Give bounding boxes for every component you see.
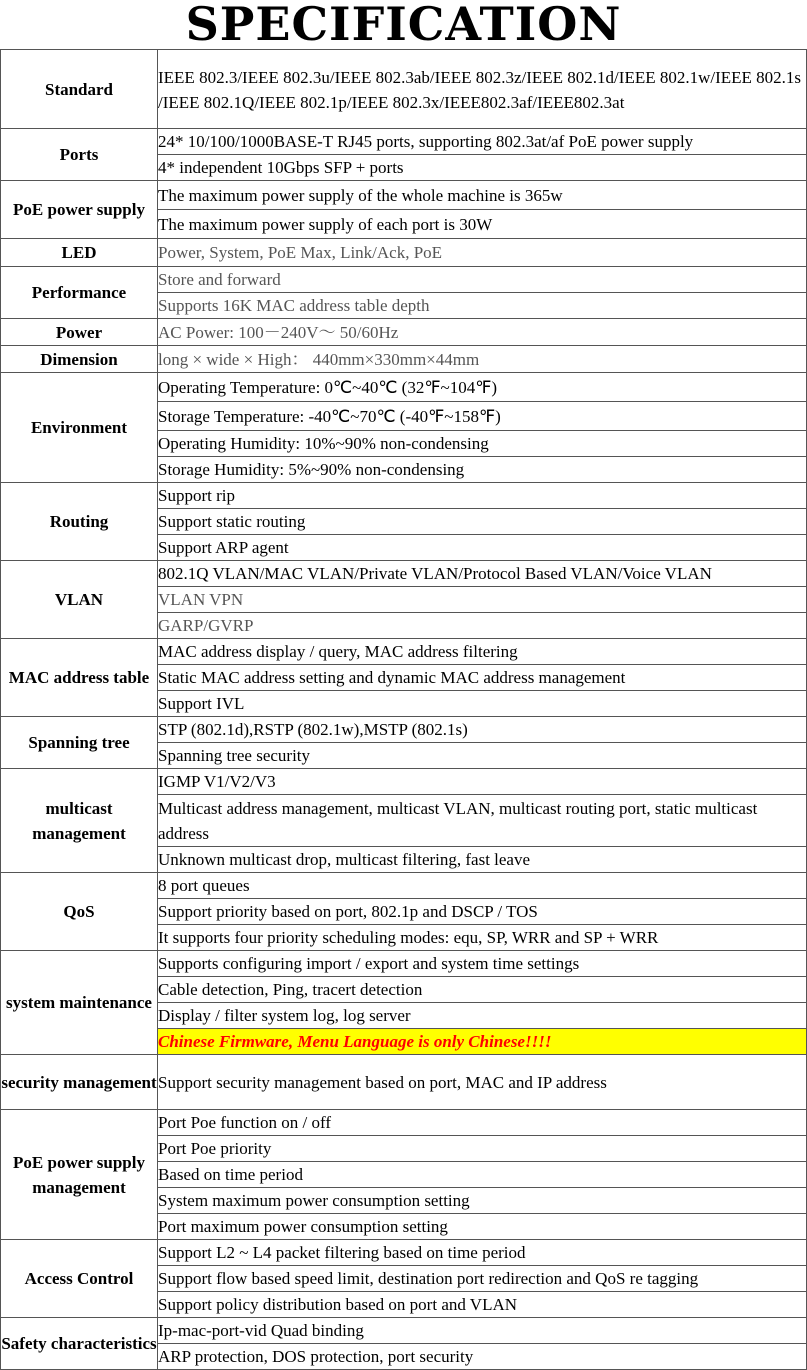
category-label: Access Control [1,1240,158,1318]
spec-value: Port Poe function on / off [158,1110,807,1136]
spec-value: 802.1Q VLAN/MAC VLAN/Private VLAN/Protocol Based VLAN/Voice VLAN [158,561,807,587]
category-label: Power [1,319,158,346]
category-label: system maintenance [1,951,158,1055]
category-label: QoS [1,873,158,951]
page-title: SPECIFICATION [185,0,622,51]
spec-value: Support static routing [158,509,807,535]
spec-value: VLAN VPN [158,587,807,613]
category-label: MAC address table [1,639,158,717]
spec-value: The maximum power supply of each port is 30W [158,210,807,239]
spec-value: Power, System, PoE Max, Link/Ack, PoE [158,239,807,267]
spec-value: The maximum power supply of the whole machine is 365w [158,181,807,210]
spec-value: Multicast address management, multicast VLAN, multicast routing port, static multicast address [158,795,807,847]
spec-value: System maximum power consumption setting [158,1188,807,1214]
spec-value: Support L2 ~ L4 packet filtering based on time period [158,1240,807,1266]
spec-value: Store and forward [158,267,807,293]
category-label: Standard [1,50,158,129]
spec-value: Supports configuring import / export and system time settings [158,951,807,977]
spec-value: Support priority based on port, 802.1p and DSCP / TOS [158,899,807,925]
spec-row [1,129,807,155]
category-label: Routing [1,483,158,561]
category-label: VLAN [1,561,158,639]
category-label: Dimension [1,346,158,373]
spec-value: 24* 10/100/1000BASE-T RJ45 ports, supporting 802.3at/af PoE power supply [158,129,807,155]
spec-value: Storage Humidity: 5%~90% non-condensing [158,457,807,483]
spec-value: Spanning tree security [158,743,807,769]
spec-value: 4* independent 10Gbps SFP + ports [158,155,807,181]
spec-value: Port maximum power consumption setting [158,1214,807,1240]
spec-value: ARP protection, DOS protection, port security [158,1344,807,1370]
spec-value: Storage Temperature: -40℃~70℃ (-40℉~158℉) [158,402,807,431]
firmware-warning: Chinese Firmware, Menu Language is only Chinese!!!! [158,1029,807,1055]
category-label: security management [1,1055,158,1110]
spec-value: 8 port queues [158,873,807,899]
category-label: Ports [1,129,158,181]
spec-value: Support rip [158,483,807,509]
spec-value: Support IVL [158,691,807,717]
spec-value: IGMP V1/V2/V3 [158,769,807,795]
category-label: PoE power supply management [1,1110,158,1240]
spec-value: Display / filter system log, log server [158,1003,807,1029]
spec-value: AC Power: 100－240V～ 50/60Hz [158,319,807,346]
spec-value: Ip-mac-port-vid Quad binding [158,1318,807,1344]
spec-value: Port Poe priority [158,1136,807,1162]
spec-row [1,50,807,129]
spec-value: long × wide × High： 440mm×330mm×44mm [158,346,807,373]
category-label: PoE power supply [1,181,158,239]
category-label: Spanning tree [1,717,158,769]
spec-value: Support security management based on port, MAC and IP address [158,1055,807,1110]
category-label: LED [1,239,158,267]
spec-value: Cable detection, Ping, tracert detection [158,977,807,1003]
spec-value: GARP/GVRP [158,613,807,639]
spec-table [0,49,807,1370]
spec-value: IEEE 802.3/IEEE 802.3u/IEEE 802.3ab/IEEE 802.3z/IEEE 802.1d/IEEE 802.1w/IEEE 802.1s /IEEE 802.1Q/IEEE 802.1p/IEEE 802.3x/IEEE802.3af/IEEE802.3at [158,50,807,129]
spec-value: Support ARP agent [158,535,807,561]
spec-value: Supports 16K MAC address table depth [158,293,807,319]
spec-value: Operating Humidity: 10%~90% non-condensing [158,431,807,457]
spec-value: Operating Temperature: 0℃~40℃ (32℉~104℉) [158,373,807,402]
spec-value: Support flow based speed limit, destination port redirection and QoS re tagging [158,1266,807,1292]
category-label: Performance [1,267,158,319]
spec-value: Based on time period [158,1162,807,1188]
spec-value: STP (802.1d),RSTP (802.1w),MSTP (802.1s) [158,717,807,743]
spec-value: Unknown multicast drop, multicast filtering, fast leave [158,847,807,873]
spec-value: MAC address display / query, MAC address filtering [158,639,807,665]
spec-value: Static MAC address setting and dynamic MAC address management [158,665,807,691]
category-label: Environment [1,373,158,483]
category-label: multicast management [1,769,158,873]
category-label: Safety characteristics [1,1318,158,1370]
spec-value: It supports four priority scheduling modes: equ, SP, WRR and SP + WRR [158,925,807,951]
spec-value: Support policy distribution based on port and VLAN [158,1292,807,1318]
